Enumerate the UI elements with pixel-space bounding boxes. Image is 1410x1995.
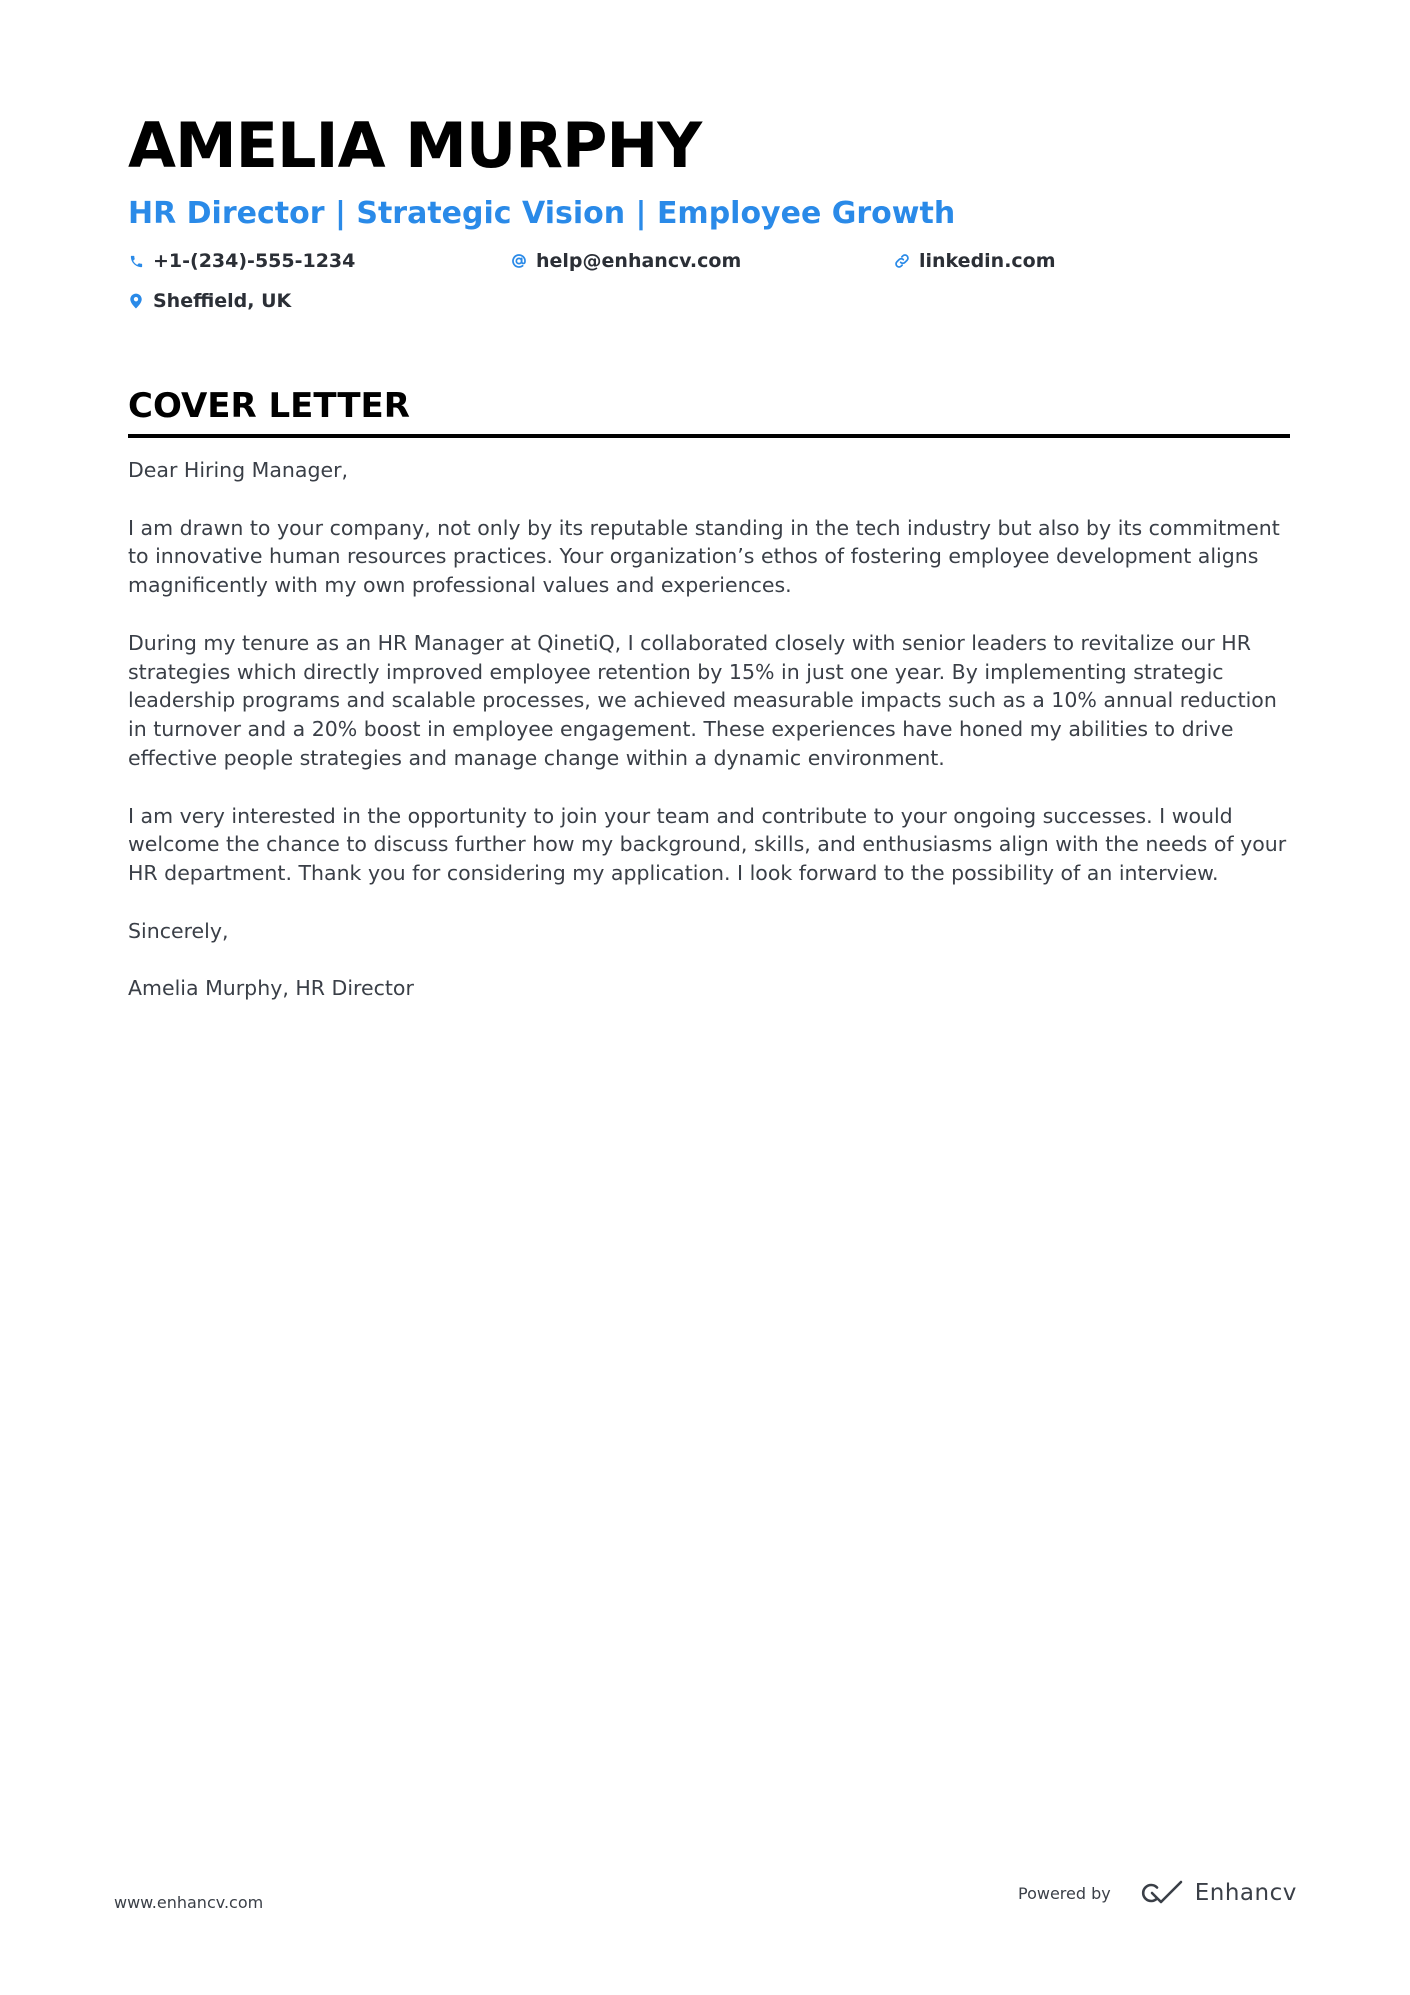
enhancv-mark-icon <box>1137 1880 1185 1906</box>
link-text[interactable]: linkedin.com <box>919 250 1056 272</box>
applicant-name: AMELIA MURPHY <box>128 109 702 182</box>
letter-closing: Sincerely, <box>128 918 229 943</box>
phone-text: +1-(234)-555-1234 <box>153 250 356 272</box>
letter-paragraph: During my tenure as an HR Manager at QinetiQ, I collaborated closely with senior leaders to revitalize our HR strategies which directly improved employee retention by 15% in just one year. By implementing strategic leadership programs and scalable processes, we achieved measurable impacts such as a 10% annual reduction in turnover and a 20% boost in employee engagement. These experiences have honed my abilities to drive effective people strategies and manage change within a dynamic environment. <box>128 630 1277 770</box>
section-title: COVER LETTER <box>128 384 1290 438</box>
cover-letter-page <box>128 108 1290 1032</box>
footer-website[interactable]: www.enhancv.com <box>114 1893 264 1912</box>
contact-link[interactable] <box>894 248 1277 274</box>
letter-body <box>128 456 1290 1003</box>
location-pin-icon <box>128 293 144 309</box>
at-sign-icon <box>511 253 527 269</box>
enhancv-logo[interactable] <box>1137 1880 1297 1906</box>
contact-phone <box>128 248 511 274</box>
link-icon <box>894 253 910 269</box>
brand-name: Enhancv <box>1194 1880 1297 1906</box>
letter-greeting: Dear Hiring Manager, <box>128 458 349 482</box>
email-text[interactable]: help@enhancv.com <box>536 250 742 272</box>
letter-signature: Amelia Murphy, HR Director <box>128 976 414 1001</box>
location-text: Sheffield, UK <box>153 290 292 312</box>
contact-info <box>128 248 1290 314</box>
powered-by-label: Powered by <box>1018 1883 1111 1903</box>
letter-paragraph: I am very interested in the opportunity to join your team and contribute to your ongoing successes. I would welcome the chance to discuss further how my background, skills, and enthusiasms align with the needs of your HR department. Thank you for considering my application. I look forward to the possibility of an interview. <box>128 803 1287 886</box>
applicant-headline: HR Director | Strategic Vision | Employee Growth <box>128 196 956 231</box>
footer-branding <box>1018 1880 1297 1906</box>
letter-paragraph: I am drawn to your company, not only by its reputable standing in the tech industry but also by its commitment to innovative human resources practices. Your organization’s ethos of fostering employee development aligns magnificently with my own professional values and experiences. <box>128 515 1280 598</box>
contact-location <box>128 288 511 314</box>
contact-email[interactable] <box>511 248 894 274</box>
phone-icon <box>128 253 144 269</box>
